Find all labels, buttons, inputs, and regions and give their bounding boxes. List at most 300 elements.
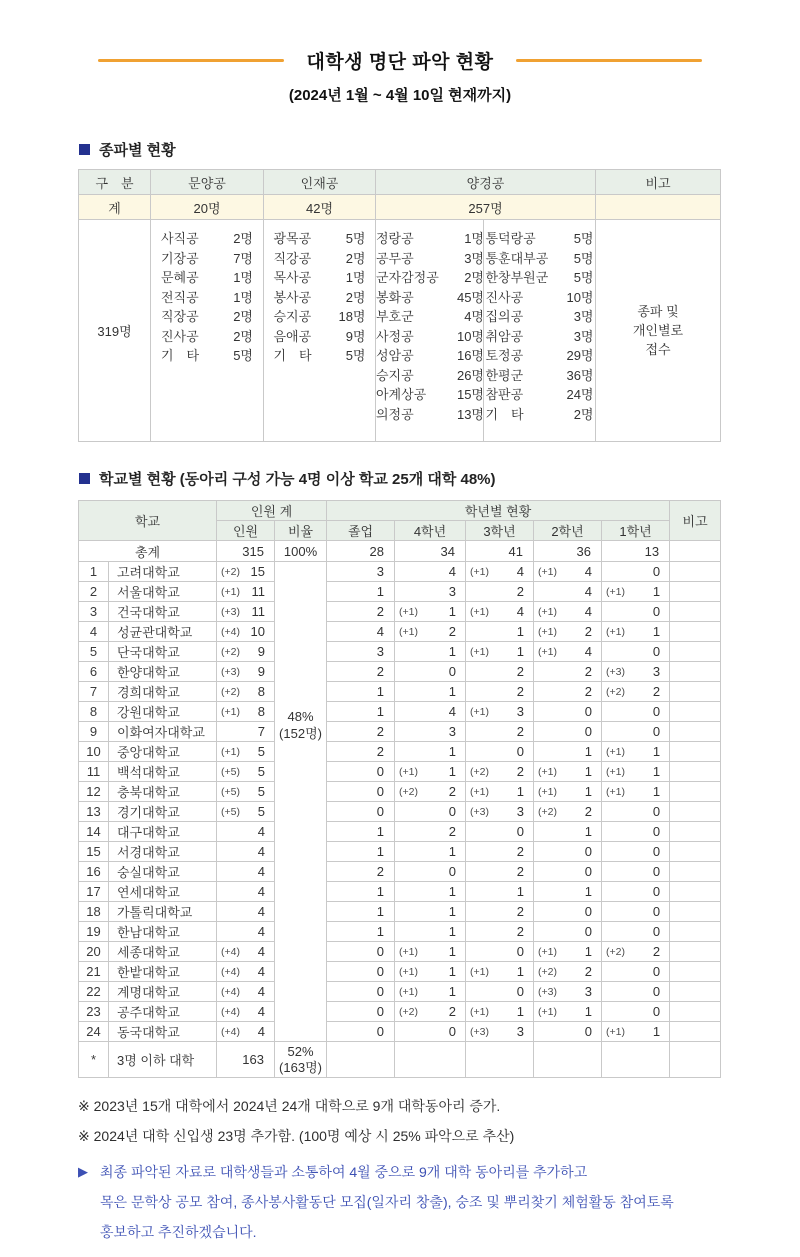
year1-cell: 0: [602, 602, 670, 622]
grad-cell: 2: [327, 862, 395, 882]
row-number: 23: [79, 1002, 109, 1022]
grad-cell: 3: [327, 642, 395, 662]
grad-cell: 1: [327, 822, 395, 842]
personnel-cell: (+4) 4: [217, 942, 275, 962]
year1-cell: (+1) 1: [602, 582, 670, 602]
personnel-cell: (+2) 15: [217, 562, 275, 582]
personnel-cell: (+1) 11: [217, 582, 275, 602]
note-line: 개인별로: [632, 323, 684, 338]
col-header-y4: 4학년: [395, 521, 466, 541]
row-number: 6: [79, 662, 109, 682]
year2-cell: (+2) 2: [534, 962, 602, 982]
year1-cell: 0: [602, 722, 670, 742]
year4-cell: 1: [395, 902, 466, 922]
grad-cell: 0: [327, 982, 395, 1002]
bigo-cell: [670, 902, 721, 922]
square-bullet-icon: [79, 144, 90, 155]
year2-cell: 0: [534, 922, 602, 942]
year3-cell: 2: [466, 682, 534, 702]
row-number: 14: [79, 822, 109, 842]
injae-list-cell: [264, 220, 376, 442]
bigo-cell: [670, 882, 721, 902]
school-name: 서울대학교: [109, 582, 217, 602]
bigo-cell: [670, 982, 721, 1002]
year4-cell: (+1) 1: [395, 982, 466, 1002]
grad-cell: 2: [327, 602, 395, 622]
row-number: 4: [79, 622, 109, 642]
sum-y4: 34: [395, 541, 466, 562]
year3-cell: (+3) 3: [466, 802, 534, 822]
school-name: 숭실대학교: [109, 862, 217, 882]
clan-count-row: 진사공 2명: [161, 328, 253, 344]
year3-cell: 2: [466, 862, 534, 882]
year4-cell: (+1) 1: [395, 962, 466, 982]
total-bigo-empty: [596, 195, 721, 220]
row-number: 15: [79, 842, 109, 862]
school-row: [79, 762, 721, 782]
grad-cell: 2: [327, 742, 395, 762]
row-number: 19: [79, 922, 109, 942]
year3-cell: (+1) 4: [466, 602, 534, 622]
year2-cell: (+1) 1: [534, 762, 602, 782]
school-name: 경기대학교: [109, 802, 217, 822]
grad-cell: 1: [327, 682, 395, 702]
year3-cell: 2: [466, 922, 534, 942]
personnel-cell: (+1) 8: [217, 702, 275, 722]
small-row-ratio-count: (163명): [279, 1059, 322, 1075]
bigo-cell: [670, 782, 721, 802]
year2-cell: (+1) 1: [534, 942, 602, 962]
row-number: 24: [79, 1022, 109, 1042]
year2-cell: (+2) 2: [534, 802, 602, 822]
year4-cell: 0: [395, 1022, 466, 1042]
year3-cell: (+2) 2: [466, 762, 534, 782]
year4-cell: 2: [395, 822, 466, 842]
year4-cell: 1: [395, 742, 466, 762]
year3-cell: (+3) 3: [466, 1022, 534, 1042]
clan-count-row: 전직공 1명: [161, 289, 253, 305]
bigo-cell: [670, 1022, 721, 1042]
row-number: 3: [79, 602, 109, 622]
year3-cell: 1: [466, 622, 534, 642]
year3-cell: (+1) 1: [466, 642, 534, 662]
year2-cell: (+1) 2: [534, 622, 602, 642]
school-row: [79, 562, 721, 582]
year3-cell: (+1) 1: [466, 1002, 534, 1022]
school-name: 강원대학교: [109, 702, 217, 722]
action-block: [78, 1157, 722, 1247]
clan-count-row: 기 타 2명: [485, 406, 594, 422]
bigo-cell: [670, 662, 721, 682]
school-row: [79, 882, 721, 902]
grad-cell: 3: [327, 562, 395, 582]
clan-count-row: 정랑공 1명: [376, 231, 484, 246]
school-name: 한밭대학교: [109, 962, 217, 982]
year1-cell: 0: [602, 902, 670, 922]
clan-count-row: 승지공 26명: [376, 367, 484, 383]
grad-cell: 0: [327, 962, 395, 982]
year2-cell: 1: [534, 822, 602, 842]
note-line: 접수: [645, 342, 671, 357]
year4-cell: 1: [395, 842, 466, 862]
personnel-cell: (+2) 8: [217, 682, 275, 702]
year2-cell: 1: [534, 742, 602, 762]
school-name: 경희대학교: [109, 682, 217, 702]
jongpa-header-row: [79, 170, 721, 195]
year4-cell: (+2) 2: [395, 782, 466, 802]
year4-cell: 4: [395, 702, 466, 722]
bigo-cell: [670, 562, 721, 582]
note-line: 종파 및: [637, 304, 679, 319]
section-school-heading: [79, 468, 722, 489]
row-number: 21: [79, 962, 109, 982]
row-number: 1: [79, 562, 109, 582]
school-name: 성균관대학교: [109, 622, 217, 642]
school-table-head: [79, 501, 721, 541]
year1-cell: 0: [602, 1002, 670, 1022]
clan-count-row: 의정공 13명: [376, 406, 484, 422]
doc-header: [0, 0, 800, 105]
year4-cell: (+1) 2: [395, 622, 466, 642]
year1-cell: (+1) 1: [602, 1022, 670, 1042]
personnel-cell: (+3) 11: [217, 602, 275, 622]
bigo-cell: [670, 842, 721, 862]
school-row: [79, 902, 721, 922]
year3-cell: (+1) 1: [466, 782, 534, 802]
bigo-cell: [670, 722, 721, 742]
year4-cell: 1: [395, 922, 466, 942]
bigo-cell: [670, 822, 721, 842]
arrow-bullet-icon: ▶: [78, 1164, 88, 1179]
year1-cell: (+1) 1: [602, 782, 670, 802]
small-row-ratio-percent: 52%: [287, 1043, 314, 1059]
grad-cell: 0: [327, 762, 395, 782]
action-lines: [100, 1157, 674, 1247]
jongpa-body-row: [79, 220, 721, 442]
year2-cell: 1: [534, 882, 602, 902]
year2-cell: (+1) 4: [534, 642, 602, 662]
row-number: 13: [79, 802, 109, 822]
school-row: [79, 862, 721, 882]
year3-cell: 2: [466, 582, 534, 602]
small-row-no: *: [79, 1042, 109, 1078]
grad-cell: 2: [327, 662, 395, 682]
personnel-cell: 4: [217, 862, 275, 882]
row-number: 17: [79, 882, 109, 902]
school-row: [79, 822, 721, 842]
personnel-cell: (+5) 5: [217, 782, 275, 802]
year3-cell: 0: [466, 822, 534, 842]
bigo-cell: [670, 602, 721, 622]
clan-count-row: 통훈대부공 5명: [485, 250, 594, 266]
square-bullet-icon: [79, 473, 90, 484]
yanggyeong-list-cell-1: [376, 220, 484, 442]
munyang-list: [161, 229, 253, 366]
col-header-note: 비고: [670, 501, 721, 541]
year4-cell: (+1) 1: [395, 602, 466, 622]
year1-cell: 0: [602, 842, 670, 862]
year1-cell: 0: [602, 562, 670, 582]
school-table: [78, 500, 721, 1078]
row-number: 5: [79, 642, 109, 662]
sum-y3: 41: [466, 541, 534, 562]
sum-y1: 13: [602, 541, 670, 562]
clan-count-row: 참판공 24명: [485, 387, 594, 402]
personnel-cell: 4: [217, 822, 275, 842]
col-header-ratio: 비율: [275, 521, 327, 541]
clan-count-row: 음애공 9명: [273, 328, 366, 344]
year2-cell: (+1) 4: [534, 562, 602, 582]
school-header-row-1: [79, 501, 721, 521]
clan-count-row: 성암공 16명: [376, 348, 484, 363]
year2-cell: (+1) 1: [534, 1002, 602, 1022]
year2-cell: (+3) 3: [534, 982, 602, 1002]
personnel-cell: (+5) 5: [217, 802, 275, 822]
col-header-yanggyeong: 양경공: [376, 170, 596, 195]
col-header-grad: 졸업: [327, 521, 395, 541]
col-header-bigo: 비고: [596, 170, 721, 195]
school-name: 고려대학교: [109, 562, 217, 582]
school-row: [79, 942, 721, 962]
jongpa-table: [78, 169, 721, 442]
clan-count-row: 아계상공 15명: [376, 387, 484, 402]
clan-count-row: 봉화공 45명: [376, 289, 484, 305]
clan-count-row: 군자감정공 2명: [376, 270, 484, 285]
school-row: [79, 702, 721, 722]
school-name: 이화여자대학교: [109, 722, 217, 742]
section-jongpa-title: 종파별 현황: [99, 142, 176, 159]
year1-cell: 0: [602, 882, 670, 902]
year1-cell: 0: [602, 962, 670, 982]
clan-count-row: 토정공 29명: [485, 348, 594, 363]
bigo-cell: [670, 942, 721, 962]
school-row: [79, 722, 721, 742]
total-label: 계: [79, 195, 151, 220]
year2-cell: (+1) 1: [534, 782, 602, 802]
row-number: 12: [79, 782, 109, 802]
personnel-cell: (+2) 9: [217, 642, 275, 662]
personnel-cell: (+1) 5: [217, 742, 275, 762]
yanggyeong-list-2: [486, 229, 594, 424]
year3-cell: 0: [466, 742, 534, 762]
footer-notes: [78, 1091, 722, 1151]
clan-count-row: 진사공 10명: [485, 289, 594, 305]
bigo-cell: [670, 802, 721, 822]
action-line-1: 최종 파악된 자료로 대학생들과 소통하여 4월 중으로 9개 대학 동아리를 추가하고: [100, 1164, 588, 1180]
grad-cell: 1: [327, 922, 395, 942]
col-header-school: 학교: [79, 501, 217, 541]
grad-cell: 0: [327, 1022, 395, 1042]
munyang-list-cell: [151, 220, 264, 442]
sum-ratio: 100%: [275, 541, 327, 562]
action-line-2: 목은 문학상 공모 참여, 종사봉사활동단 모집(일자리 창출), 숭조 및 뿌리찾기 체험활동 참여토록: [100, 1194, 674, 1210]
clan-count-row: 기 타 5명: [161, 348, 253, 363]
bigo-cell: [670, 862, 721, 882]
school-name: 대구대학교: [109, 822, 217, 842]
year1-cell: (+1) 1: [602, 622, 670, 642]
school-name: 백석대학교: [109, 762, 217, 782]
clan-count-row: 직장공 2명: [161, 309, 253, 324]
year3-cell: 2: [466, 842, 534, 862]
year3-cell: 2: [466, 662, 534, 682]
school-table-body: [79, 562, 721, 1042]
grad-cell: 1: [327, 902, 395, 922]
year4-cell: 0: [395, 662, 466, 682]
title-rule-right: [516, 59, 702, 62]
grad-cell: 1: [327, 842, 395, 862]
school-name: 연세대학교: [109, 882, 217, 902]
bigo-cell: [670, 742, 721, 762]
total-yanggyeong: 257명: [376, 195, 596, 220]
clan-count-row: 봉사공 2명: [273, 289, 366, 305]
personnel-cell: (+4) 10: [217, 622, 275, 642]
injae-list: [274, 229, 366, 366]
bigo-cell: [670, 702, 721, 722]
col-header-personnel-group: 인원 계: [217, 501, 327, 521]
year2-cell: 0: [534, 862, 602, 882]
year1-cell: 0: [602, 702, 670, 722]
section-school-title: 학교별 현황 (동아리 구성 가능 4명 이상 학교 25개 대학 48%): [99, 471, 496, 488]
jongpa-note-cell: [596, 220, 721, 442]
bigo-cell: [670, 1002, 721, 1022]
personnel-cell: (+4) 4: [217, 962, 275, 982]
year4-cell: 0: [395, 802, 466, 822]
page-subtitle: (2024년 1월 ~ 4월 10일 현재까지): [288, 87, 512, 104]
sum-label: 총계: [79, 541, 217, 562]
year4-cell: (+2) 2: [395, 1002, 466, 1022]
year1-cell: (+1) 1: [602, 762, 670, 782]
school-name: 건국대학교: [109, 602, 217, 622]
grad-cell: 4: [327, 622, 395, 642]
school-row: [79, 962, 721, 982]
bigo-cell: [670, 922, 721, 942]
personnel-cell: 4: [217, 902, 275, 922]
school-row: [79, 922, 721, 942]
bigo-cell: [670, 962, 721, 982]
school-row: [79, 602, 721, 622]
year4-cell: (+1) 1: [395, 942, 466, 962]
total-munyang: 20명: [151, 195, 264, 220]
school-name: 계명대학교: [109, 982, 217, 1002]
year1-cell: 0: [602, 862, 670, 882]
year2-cell: 0: [534, 902, 602, 922]
year1-cell: 0: [602, 982, 670, 1002]
grad-cell: 2: [327, 722, 395, 742]
row-number: 7: [79, 682, 109, 702]
title-rule-left: [98, 59, 284, 62]
school-name: 단국대학교: [109, 642, 217, 662]
clan-count-row: 기장공 7명: [161, 250, 253, 266]
school-name: 한양대학교: [109, 662, 217, 682]
personnel-cell: 7: [217, 722, 275, 742]
action-line-3: 홍보하고 추진하겠습니다.: [100, 1224, 257, 1240]
grad-cell: 1: [327, 882, 395, 902]
col-header-grade-group: 학년별 현황: [327, 501, 670, 521]
clan-count-row: 사정공 10명: [376, 328, 484, 344]
col-header-y2: 2학년: [534, 521, 602, 541]
year2-cell: 4: [534, 582, 602, 602]
year1-cell: (+1) 1: [602, 742, 670, 762]
bigo-cell: [670, 582, 721, 602]
col-header-y3: 3학년: [466, 521, 534, 541]
grand-total-cell: 319명: [79, 220, 151, 442]
clan-count-row: 문혜공 1명: [161, 270, 253, 285]
title-row: [0, 0, 800, 74]
clan-count-row: 기 타 5명: [273, 348, 366, 363]
year4-cell: (+1) 1: [395, 762, 466, 782]
year3-cell: 0: [466, 982, 534, 1002]
year2-cell: (+1) 4: [534, 602, 602, 622]
year2-cell: 0: [534, 702, 602, 722]
page-title: 대학생 명단 파악 현황: [306, 52, 494, 73]
yanggyeong-list-cell-2: [484, 220, 596, 442]
school-row: [79, 642, 721, 662]
grad-cell: 0: [327, 802, 395, 822]
school-row: [79, 682, 721, 702]
year2-cell: 0: [534, 842, 602, 862]
school-row: [79, 1002, 721, 1022]
clan-count-row: 부호군 4명: [376, 309, 484, 324]
school-row: [79, 842, 721, 862]
school-name: 세종대학교: [109, 942, 217, 962]
personnel-cell: (+4) 4: [217, 982, 275, 1002]
col-header-injae: 인재공: [264, 170, 376, 195]
clan-count-row: 광목공 5명: [273, 231, 366, 246]
year4-cell: 4: [395, 562, 466, 582]
year4-cell: 1: [395, 882, 466, 902]
school-row: [79, 622, 721, 642]
school-row: [79, 782, 721, 802]
school-row: [79, 742, 721, 762]
school-row: [79, 582, 721, 602]
year1-cell: 0: [602, 642, 670, 662]
row-number: 20: [79, 942, 109, 962]
school-name: 한남대학교: [109, 922, 217, 942]
bigo-cell: [670, 762, 721, 782]
col-header-y1: 1학년: [602, 521, 670, 541]
year3-cell: 1: [466, 882, 534, 902]
grad-cell: 1: [327, 702, 395, 722]
row-number: 10: [79, 742, 109, 762]
yanggyeong-list-1: [376, 229, 484, 424]
year1-cell: 0: [602, 922, 670, 942]
school-row: [79, 662, 721, 682]
sum-personnel: 315: [217, 541, 275, 562]
ratio-merged-cell: 48% (152명): [275, 562, 327, 1042]
row-number: 16: [79, 862, 109, 882]
school-name: 가톨릭대학교: [109, 902, 217, 922]
year1-cell: (+2) 2: [602, 942, 670, 962]
year3-cell: (+1) 3: [466, 702, 534, 722]
col-header-gubun: 구 분: [79, 170, 151, 195]
clan-count-row: 승지공 18명: [273, 309, 366, 324]
section-jongpa-heading: [79, 139, 722, 160]
grad-cell: 0: [327, 782, 395, 802]
year2-cell: 2: [534, 662, 602, 682]
school-name: 중앙대학교: [109, 742, 217, 762]
school-name: 서경대학교: [109, 842, 217, 862]
clan-count-row: 직강공 2명: [273, 250, 366, 266]
row-number: 2: [79, 582, 109, 602]
year2-cell: 2: [534, 682, 602, 702]
sum-grad: 28: [327, 541, 395, 562]
grad-cell: 0: [327, 1002, 395, 1022]
year4-cell: 0: [395, 862, 466, 882]
year3-cell: 2: [466, 902, 534, 922]
note-line-1: ※ 2023년 15개 대학에서 2024년 24개 대학으로 9개 대학동아리 증가.: [78, 1098, 501, 1114]
year3-cell: 2: [466, 722, 534, 742]
year2-cell: 0: [534, 1022, 602, 1042]
